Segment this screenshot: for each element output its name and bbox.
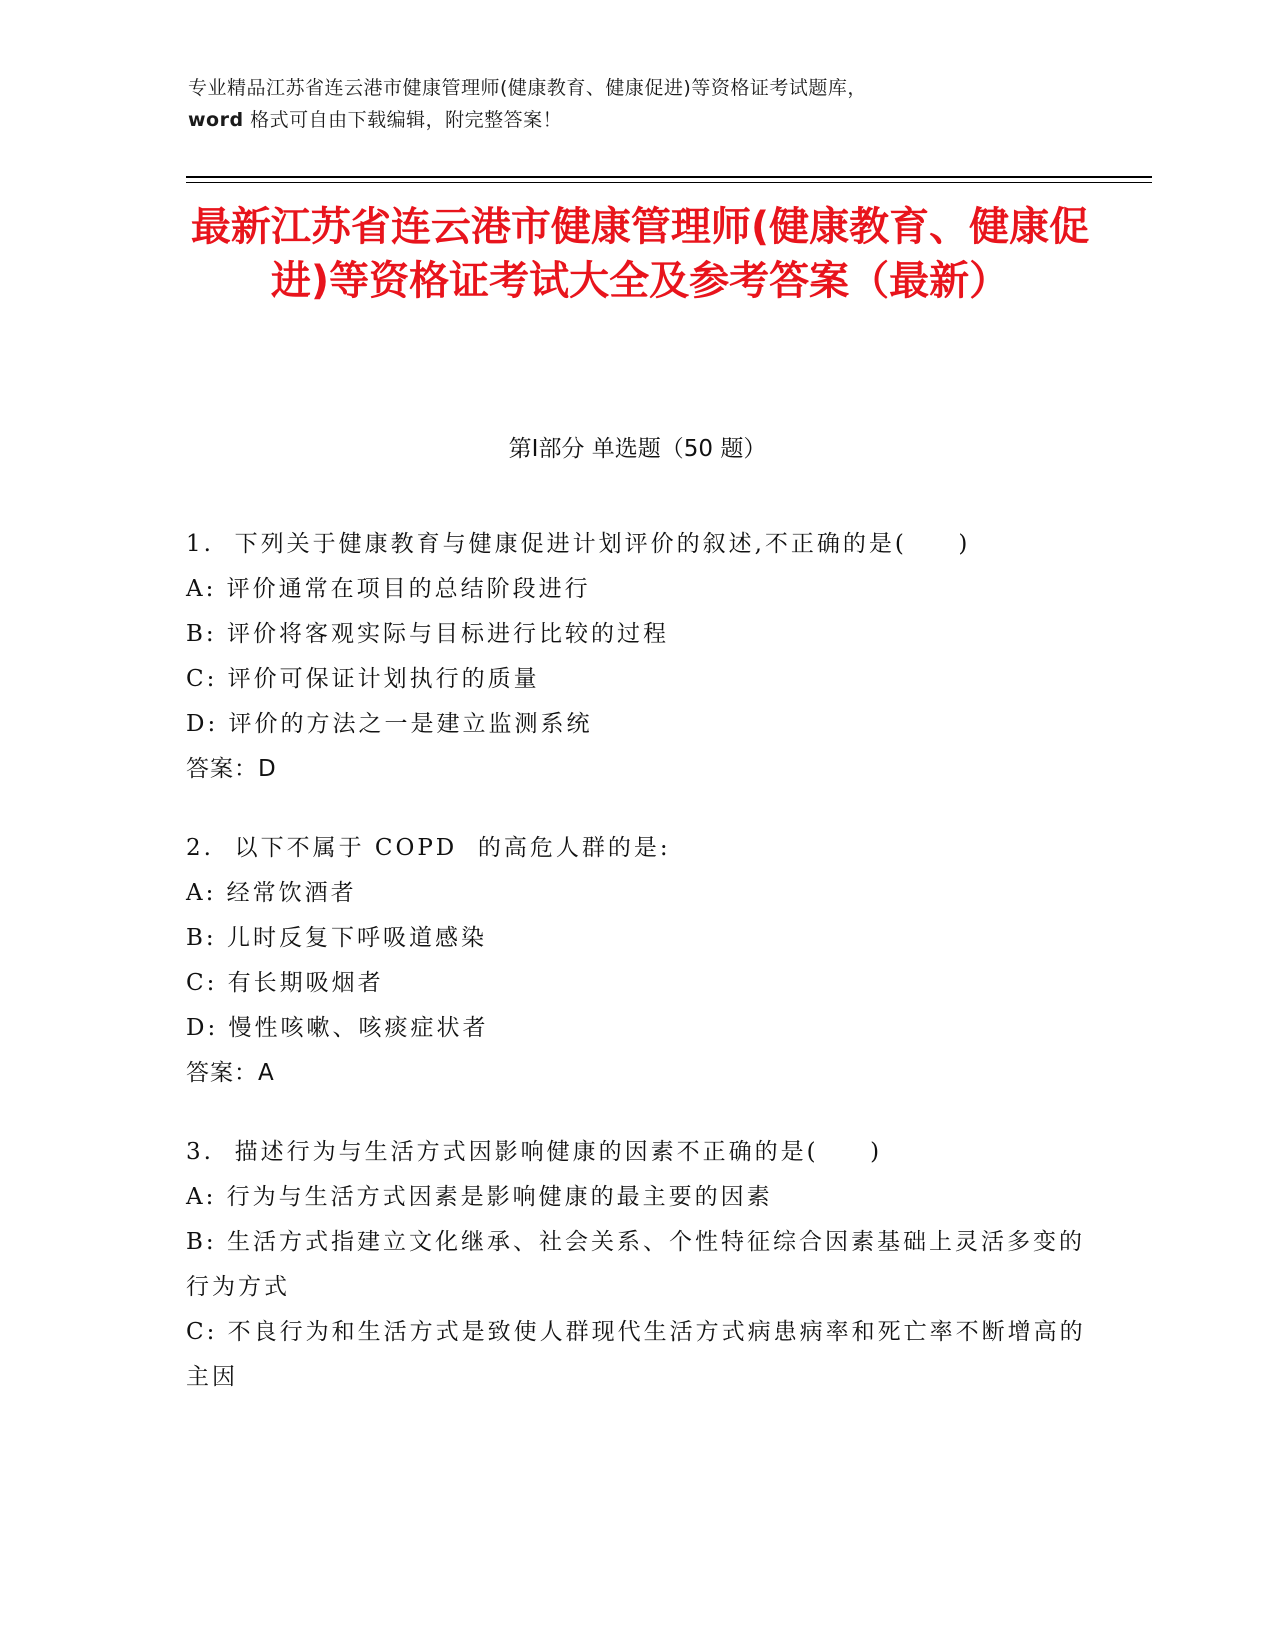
header-line-2 [188, 104, 1088, 136]
question-stem: 3. 描述行为与生活方式因影响健康的因素不正确的是( ) [186, 1139, 883, 1165]
answer: 答案：A [186, 1060, 275, 1086]
option-a: A: 经常饮酒者 [186, 880, 357, 906]
header-line-1: 专业精品江苏省连云港市健康管理师(健康教育、健康促进)等资格证考试题库， [188, 77, 867, 99]
answer: 答案：D [186, 756, 277, 782]
option-c: C: 有长期吸烟者 [186, 970, 384, 996]
option-a: A: 行为与生活方式因素是影响健康的最主要的因素 [186, 1184, 773, 1210]
question-2 [186, 826, 1086, 1096]
section-heading: 第Ⅰ部分 单选题（50 题） [508, 436, 767, 462]
question-list [186, 522, 1086, 1434]
header-word-label: word [188, 109, 244, 131]
question-stem: 1. 下列关于健康教育与健康促进计划评价的叙述,不正确的是( ) [186, 531, 971, 557]
option-b: B: 儿时反复下呼吸道感染 [186, 925, 487, 951]
question-3 [186, 1130, 1086, 1400]
question-1 [186, 522, 1086, 792]
option-c: C: 不良行为和生活方式是致使人群现代生活方式病患病率和死亡率不断增高的主因 [186, 1319, 1086, 1390]
option-d: D: 评价的方法之一是建立监测系统 [186, 711, 593, 737]
option-d: D: 慢性咳嗽、咳痰症状者 [186, 1015, 489, 1041]
document-title: 最新江苏省连云港市健康管理师(健康教育、健康促进)等资格证考试大全及参考答案（最新） [190, 204, 1090, 304]
option-b: B: 评价将客观实际与目标进行比较的过程 [186, 621, 669, 647]
header-rule-thick [186, 176, 1152, 178]
option-a: A: 评价通常在项目的总结阶段进行 [186, 576, 591, 602]
header-line-2-rest: 格式可自由下载编辑，附完整答案！ [243, 109, 563, 131]
option-c: C: 评价可保证计划执行的质量 [186, 666, 540, 692]
question-stem: 2. 以下不属于 COPD 的高危人群的是: [186, 835, 671, 861]
option-b: B: 生活方式指建立文化继承、社会关系、个性特征综合因素基础上灵活多变的行为方式 [186, 1229, 1085, 1300]
header-note [188, 72, 1088, 136]
header-rule-thin [186, 182, 1152, 183]
